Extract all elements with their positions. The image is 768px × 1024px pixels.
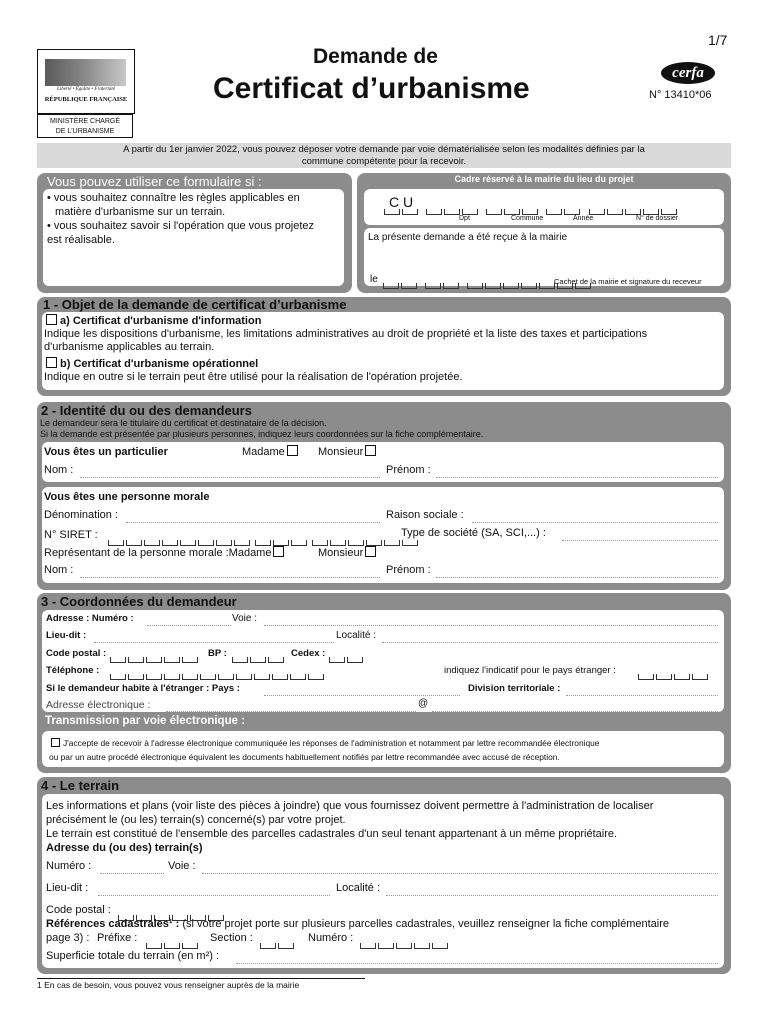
intro-heading: Vous pouvez utiliser ce formulaire si :	[47, 174, 262, 189]
section-2-note2: Si la demande est présentée par plusieurs personnes, indiquez leurs coordonnées sur la fiche complémentaire.	[40, 429, 484, 439]
siret-label: N° SIRET :	[44, 529, 98, 541]
section-3-title: 3 - Coordonnées du demandeur	[41, 594, 237, 609]
email-domain-field[interactable]	[432, 711, 718, 712]
cu-label: C U	[389, 194, 414, 210]
cu-operationnel-option[interactable]	[44, 357, 258, 370]
refs-cadastrales-label: Références cadastrales¹ :	[46, 918, 180, 930]
cu-number-box	[364, 189, 724, 225]
nom-label: Nom :	[44, 464, 74, 476]
particulier-monsieur[interactable]	[318, 445, 379, 458]
terrain-numero-label: Numéro :	[46, 860, 92, 872]
section-2-title: 2 - Identité du ou des demandeurs	[41, 403, 252, 418]
superficie-field[interactable]	[236, 963, 718, 964]
particulier-madame[interactable]	[242, 445, 301, 458]
bp-label: BP :	[208, 648, 227, 659]
representant-monsieur-checkbox[interactable]	[365, 546, 376, 557]
terrain-localite-field[interactable]	[386, 895, 718, 896]
terrain-lieudit-field[interactable]	[98, 895, 330, 896]
particulier-label: Vous êtes un particulier	[44, 446, 168, 458]
transmission-box	[42, 731, 724, 767]
cachet-label: Cachet de la mairie et signature du receveur	[554, 277, 702, 286]
telephone-label: Téléphone :	[46, 665, 100, 676]
representant-monsieur-label: Monsieur	[318, 547, 364, 559]
localite-label: Localité :	[336, 630, 377, 641]
intro-bullet1b: matière d'urbanisme sur un terrain.	[55, 206, 226, 218]
division-field[interactable]	[566, 695, 718, 696]
denomination-label: Dénomination :	[44, 509, 118, 521]
bp-cells[interactable]	[232, 652, 286, 663]
annee-label: Année	[573, 215, 594, 222]
terrain-info3: Le terrain est constitué de l'ensemble des parcelles cadastrales d'un seul tenant appartenant à un même propriétaire.	[46, 828, 618, 840]
page-title: Certificat d’urbanisme	[213, 72, 530, 105]
mairie-heading: Cadre réservé à la mairie du lieu du projet	[454, 174, 634, 184]
terrain-voie-label: Voie :	[168, 860, 196, 872]
denomination-field[interactable]	[126, 522, 380, 523]
reception-box	[364, 228, 724, 286]
intro-bullet1a: • vous souhaitez connaître les règles applicables en	[47, 192, 300, 204]
representant-prenom-label: Prénom :	[386, 564, 431, 576]
email-at: @	[418, 698, 429, 709]
monsieur-label: Monsieur	[318, 446, 364, 458]
republic-logo	[37, 49, 135, 114]
pays-field[interactable]	[264, 695, 460, 696]
indicatif-label: indiquez l'indicatif pour le pays étranger :	[444, 665, 616, 676]
footnote: 1 En cas de besoin, vous pouvez vous renseigner auprès de la mairie	[37, 980, 300, 990]
cu-number-cells[interactable]	[384, 203, 679, 215]
section-2-note1: Le demandeur sera le titulaire du certificat et destinataire de la décision.	[40, 418, 327, 428]
transmission-accept-line1[interactable]	[49, 738, 599, 748]
particulier-box	[42, 442, 724, 482]
ministry-line1: MINISTÈRE CHARGÉ	[49, 118, 120, 125]
transmission-accept-line2: ou par un autre procédé électronique équivalent les documents habituellement notifiés par lettre recommandée avec accusé de réception.	[49, 752, 560, 762]
footnote-rule	[37, 978, 365, 979]
coordonnees-box	[42, 610, 724, 712]
cu-operationnel-checkbox[interactable]	[46, 357, 57, 368]
section-2	[37, 402, 731, 590]
section-1-content	[42, 312, 724, 390]
indicatif-cells[interactable]	[638, 669, 710, 680]
mairie-reserved-box	[357, 173, 731, 293]
email-user-field[interactable]	[166, 711, 416, 712]
commune-label: Commune	[511, 215, 544, 222]
cu-information-text1: Indique les dispositions d'urbanisme, les limitations administratives au droit de propriété et la liste des taxes et participations	[44, 328, 648, 340]
representant-madame-checkbox[interactable]	[273, 546, 284, 557]
terrain-box	[42, 794, 724, 968]
intro-bullet2b: est réalisable.	[47, 234, 115, 246]
madame-label: Madame	[242, 446, 285, 458]
superficie-label: Superficie totale du terrain (en m²) :	[46, 950, 220, 962]
adresse-numero-label: Adresse : Numéro :	[46, 613, 134, 624]
ministry-line2: DE L'URBANISME	[55, 128, 115, 135]
terrain-adresse-heading: Adresse du (ou des) terrain(s)	[46, 842, 203, 854]
notice-line2: commune compétente pour la recevoir.	[301, 155, 467, 167]
nom-field[interactable]	[80, 477, 380, 478]
terrain-voie-field[interactable]	[202, 873, 718, 874]
personne-morale-label: Vous êtes une personne morale	[44, 491, 210, 503]
dematerialisation-notice	[37, 143, 731, 168]
marianne-icon	[45, 59, 126, 86]
code-postal-label: Code postal :	[46, 648, 107, 659]
cu-operationnel-text: Indique en outre si le terrain peut être utilisé pour la réalisation de l'opération projetée.	[44, 371, 463, 383]
cu-information-checkbox[interactable]	[46, 314, 57, 325]
terrain-info1: Les informations et plans (voir liste des pièces à joindre) que vous fournissez doivent permettre à l'administration de localiser	[46, 800, 654, 812]
section-cells[interactable]	[260, 937, 296, 949]
terrain-code-postal-label: Code postal :	[46, 904, 111, 916]
dossier-label: N° de dossier	[636, 215, 679, 222]
dpt-label: Dpt	[459, 215, 470, 222]
terrain-numero-field[interactable]	[100, 873, 164, 874]
cerfa-logo: cerfa	[661, 62, 715, 84]
cu-information-label: a) Certificat d'urbanisme d'information	[60, 315, 262, 327]
email-label: Adresse électronique :	[46, 699, 151, 711]
representant-nom-field[interactable]	[80, 577, 380, 578]
transmission-checkbox[interactable]	[51, 738, 60, 747]
madame-checkbox[interactable]	[287, 445, 298, 456]
page-number: 1/7	[708, 32, 728, 48]
representant-madame-label: Représentant de la personne morale :Madame	[44, 547, 272, 559]
lieudit-label: Lieu-dit :	[46, 630, 87, 641]
logo-motto: Liberté • Égalité • Fraternité	[57, 87, 115, 92]
prefixe-cells[interactable]	[146, 937, 200, 949]
prenom-label: Prénom :	[386, 464, 431, 476]
intro-bullet2a: • vous souhaitez savoir si l'opération que vous projetez	[47, 220, 315, 232]
telephone-cells[interactable]	[110, 669, 326, 680]
intro-box	[37, 173, 352, 293]
intro-content	[43, 189, 344, 286]
voie-field[interactable]	[264, 625, 718, 626]
le-label: le	[370, 274, 378, 285]
notice-line1: A partir du 1er janvier 2022, vous pouvez déposer votre demande par voie dématérialisée selon les modalités définies par la	[123, 144, 645, 155]
terrain-localite-label: Localité :	[336, 882, 381, 894]
localite-field[interactable]	[382, 642, 718, 643]
voie-label: Voie :	[232, 613, 258, 624]
numero-cadastral-label: Numéro :	[308, 932, 354, 944]
cedex-label: Cedex :	[291, 648, 326, 659]
representant-prenom-field[interactable]	[436, 577, 718, 578]
section-1	[37, 297, 731, 396]
refs-cadastrales-text: (si votre projet porte sur plusieurs parcelles cadastrales, veuillez renseigner la fiche complémentaire	[179, 918, 670, 930]
division-label: Division territoriale :	[468, 683, 561, 694]
representant-monsieur[interactable]	[318, 546, 379, 559]
adresse-numero-field[interactable]	[147, 625, 231, 626]
cu-information-text2: d'urbanisme applicables au terrain.	[44, 341, 215, 353]
numero-cadastral-cells[interactable]	[360, 937, 450, 949]
code-postal-cells[interactable]	[110, 652, 200, 663]
accept-text1: J'accepte de recevoir à l'adresse électronique communiquée les réponses de l'administration et notamment par lettre recommandée électronique	[63, 738, 600, 748]
personne-morale-box	[42, 487, 724, 583]
terrain-lieudit-label: Lieu-dit :	[46, 882, 89, 894]
transmission-heading: Transmission par voie électronique :	[45, 715, 246, 727]
terrain-info2: précisément le (ou les) terrain(s) concerné(s) par votre projet.	[46, 814, 346, 826]
cedex-cells[interactable]	[329, 652, 365, 663]
refs-cadastrales-line1	[46, 918, 669, 930]
pays-label: Si le demandeur habite à l'étranger : Pays :	[46, 683, 240, 694]
title-line1: Demande de	[313, 45, 438, 68]
section-3	[37, 593, 731, 773]
raison-sociale-field[interactable]	[472, 522, 718, 523]
logo-republic: RÉPUBLIQUE FRANÇAISE	[44, 96, 128, 103]
type-societe-field[interactable]	[562, 540, 718, 541]
cu-operationnel-label: b) Certificat d'urbanisme opérationnel	[60, 358, 259, 370]
section-1-title: 1 - Objet de la demande de certificat d’urbanisme	[43, 297, 347, 312]
type-societe-label: Type de société (SA, SCI,...) :	[401, 527, 546, 539]
cu-information-option[interactable]	[44, 314, 261, 327]
lieudit-field[interactable]	[94, 642, 334, 643]
representant-nom-label: Nom :	[44, 564, 74, 576]
section-label: Section :	[210, 932, 253, 944]
representant-label[interactable]	[44, 546, 287, 559]
refs-page3: page 3) :	[46, 932, 90, 944]
monsieur-checkbox[interactable]	[365, 445, 376, 456]
section-4-title: 4 - Le terrain	[41, 778, 120, 793]
section-4	[37, 777, 731, 974]
received-text: La présente demande a été reçue à la mairie	[368, 232, 568, 243]
prefixe-label: Préfixe :	[97, 932, 138, 944]
prenom-field[interactable]	[436, 477, 718, 478]
siret-cells[interactable]	[108, 534, 420, 546]
ministry-box	[37, 114, 133, 138]
cerfa-number: N° 13410*06	[649, 89, 712, 101]
raison-sociale-label: Raison sociale :	[386, 509, 464, 521]
